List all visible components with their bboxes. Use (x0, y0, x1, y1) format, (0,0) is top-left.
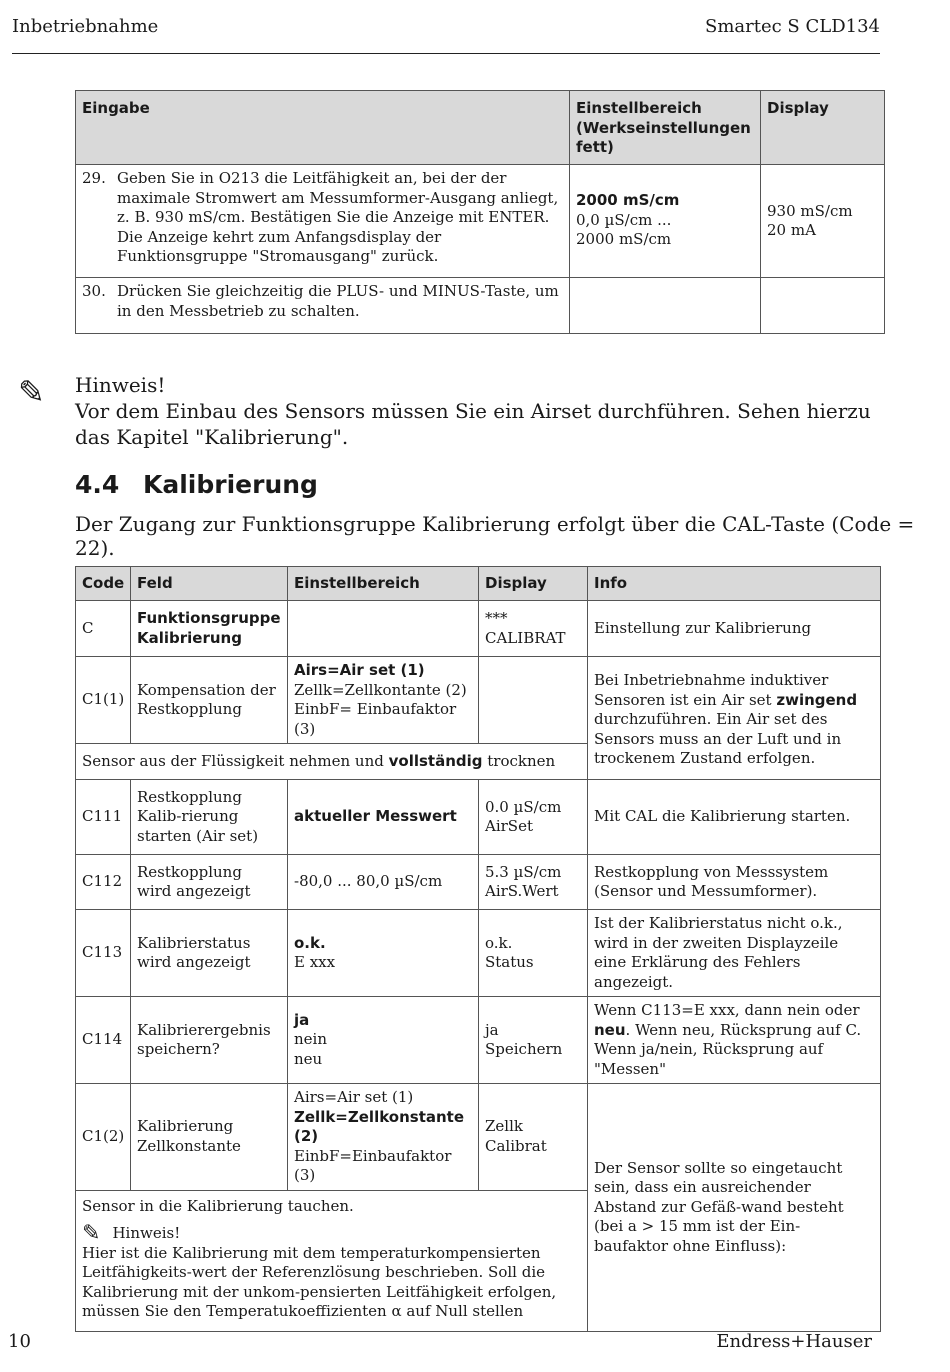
default-value: Zellk=Zellkonstante (2) (294, 1107, 465, 1145)
setup-steps-table (75, 90, 885, 334)
step-number: 30. (82, 282, 106, 300)
column-header-info: Info (588, 567, 881, 601)
code-cell: C114 (76, 997, 131, 1084)
table-row (76, 601, 881, 657)
step-text: Drücken Sie gleichzeitig die PLUS- und MINUS-Taste, um in den Messbetrieb zu schalten. (117, 282, 559, 320)
display-cell (761, 165, 885, 278)
display-cell (479, 780, 588, 855)
note-text: Sensor in die Kalibrierung tauchen. (82, 1196, 354, 1215)
info-cell: Ist der Kalibrierstatus nicht o.k., wird in der zweiten Displayzeile eine Erklärung des Fehlers angezeigt. (588, 910, 881, 997)
range-option: E xxx (294, 953, 336, 971)
table-row (76, 997, 881, 1084)
info-cell: Restkopplung von Messsystem (Sensor und Messumformer). (588, 855, 881, 910)
column-header-display: Display (761, 91, 885, 165)
range-cell (288, 657, 479, 744)
code-cell: C111 (76, 780, 131, 855)
table-row (76, 1084, 881, 1191)
header-section-title: Inbetriebnahme (12, 16, 159, 37)
info-text: Bei Inbetriebnahme induktiver Sensoren ist ein Air set (594, 671, 829, 709)
note-cell (76, 744, 588, 780)
hint-text: Hier ist die Kalibrierung mit dem temperaturkompensierten Leitfähigkeits-wert der Referenzlösung beschrieben. Soll die Kalibrierung mit der unkom-pensierten Leitfähigkeit erfolgen, müssen Sie den Temperatukoeffizienten α auf Null stellen (82, 1243, 557, 1320)
column-header-code: Code (76, 567, 131, 601)
table-row (76, 657, 881, 744)
range-option: EinbF=Einbaufaktor (3) (294, 1146, 452, 1184)
section-heading (75, 470, 318, 499)
header-rule (12, 53, 880, 54)
display-value: *** CALIBRAT (485, 609, 566, 647)
pencil-icon: ✎ (18, 373, 45, 411)
info-text: durchzuführen. Ein Air set des Sensors muss an der Luft und in trockenem Zustand erfolgen. (594, 710, 842, 767)
hint-block (75, 372, 875, 450)
hint-text: Vor dem Einbau des Sensors müssen Sie ein Airset durchführen. Sehen hierzu das Kapitel "Kalibrierung". (75, 399, 871, 449)
table-row (76, 855, 881, 910)
info-cell: Mit CAL die Kalibrierung starten. (588, 780, 881, 855)
hint-label: Hinweis! (75, 373, 166, 397)
default-value: 2000 mS/cm (576, 191, 680, 209)
column-header-einstellbereich: Einstellbereich (Werkseinstellungen fett) (570, 91, 761, 165)
note-text: trocknen (482, 751, 556, 770)
feld-cell: Funktionsgruppe Kalibrierung (131, 601, 288, 657)
code-cell: C1(2) (76, 1084, 131, 1191)
range-option: Airs=Air set (1) (294, 1088, 414, 1106)
range-cell (288, 997, 479, 1084)
display-value: 5.3 µS/cm AirS.Wert (485, 862, 562, 900)
step-cell (76, 278, 570, 334)
pencil-icon: ✎ (82, 1221, 101, 1246)
page-number: 10 (8, 1331, 31, 1352)
feld-cell: Kalibrierstatus wird angezeigt (131, 910, 288, 997)
info-emphasis: neu (594, 1020, 626, 1039)
range-option: neu (294, 1049, 323, 1068)
note-cell (76, 1190, 588, 1331)
code-cell: C (76, 601, 131, 657)
display-value: Zellk Calibrat (485, 1117, 547, 1155)
info-text: Wenn C113=E xxx, dann nein oder (594, 1001, 860, 1019)
range-cell (288, 601, 479, 657)
step-cell (76, 165, 570, 278)
display-cell (479, 997, 588, 1084)
hint-inline (82, 1221, 581, 1246)
feld-cell: Kompensation der Restkopplung (131, 657, 288, 744)
default-value: ja (294, 1010, 310, 1029)
code-cell: C1(1) (76, 657, 131, 744)
section-intro: Der Zugang zur Funktionsgruppe Kalibrierung erfolgt über die CAL-Taste (Code = 22). (75, 512, 915, 560)
brand-name: Endress+Hauser (716, 1331, 872, 1352)
step-number: 29. (82, 169, 106, 187)
calibration-table (75, 566, 881, 1332)
range-option: nein (294, 1030, 327, 1049)
default-value: o.k. (294, 933, 326, 952)
range-value: 0,0 µS/cm ... 2000 mS/cm (576, 210, 672, 248)
display-cell (479, 1084, 588, 1191)
display-cell (479, 855, 588, 910)
table-row (76, 165, 885, 278)
feld-cell: Kalibrierergebnis speichern? (131, 997, 288, 1084)
section-title: Kalibrierung (143, 470, 318, 499)
info-emphasis: zwingend (776, 690, 858, 709)
display-cell (761, 278, 885, 334)
table-row (76, 910, 881, 997)
display-cell (479, 601, 588, 657)
code-cell: C113 (76, 910, 131, 997)
range-cell (288, 910, 479, 997)
range-option: Zellk=Zellkontante (2) (294, 680, 467, 699)
column-header-display: Display (479, 567, 588, 601)
column-header-einstellbereich: Einstellbereich (288, 567, 479, 601)
code-cell: C112 (76, 855, 131, 910)
display-value: o.k. Status (485, 933, 534, 971)
table-row (76, 780, 881, 855)
info-cell: Der Sensor sollte so eingetaucht sein, dass ein ausreichender Abstand zur Gefäß-wand besteht (bei a > 15 mm ist der Ein-baufaktor ohne Einfluss): (588, 1084, 881, 1332)
default-value: Airs=Air set (1) (294, 661, 425, 679)
hint-label: Hinweis! (112, 1224, 181, 1242)
range-cell (288, 1084, 479, 1191)
range-cell (570, 165, 761, 278)
info-cell (588, 997, 881, 1084)
display-cell (479, 657, 588, 744)
range-cell: -80,0 ... 80,0 µS/cm (288, 855, 479, 910)
info-text: . Wenn neu, Rücksprung auf C. Wenn ja/nein, Rücksprung auf "Messen" (594, 1020, 862, 1078)
display-value: 0.0 µS/cm AirSet (485, 797, 562, 835)
table-row (76, 278, 885, 334)
feld-cell: Restkopplung wird angezeigt (131, 855, 288, 910)
display-cell (479, 910, 588, 997)
info-cell: Einstellung zur Kalibrierung (588, 601, 881, 657)
display-value: ja Speichern (485, 1020, 563, 1058)
feld-cell: Kalibrierung Zellkonstante (131, 1084, 288, 1191)
display-value: 930 mS/cm 20 mA (767, 201, 853, 239)
note-emphasis: vollständig (388, 751, 483, 770)
feld-cell: Restkopplung Kalib-rierung starten (Air set) (131, 780, 288, 855)
info-cell (588, 657, 881, 780)
header-product-name: Smartec S CLD134 (705, 16, 880, 37)
column-header-feld: Feld (131, 567, 288, 601)
range-option: EinbF= Einbaufaktor (3) (294, 700, 457, 738)
column-header-eingabe: Eingabe (76, 91, 570, 165)
range-cell (570, 278, 761, 334)
step-text: Geben Sie in O213 die Leitfähigkeit an, bei der der maximale Stromwert am Messumformer-Ausgang anliegt, z. B. 930 mS/cm. Bestätigen Sie die Anzeige mit ENTER. Die Anzeige kehrt zum Anfangsdisplay der Funktionsgruppe "Stromausgang" zurück. (117, 169, 559, 265)
section-number: 4.4 (75, 470, 120, 499)
range-cell: aktueller Messwert (288, 780, 479, 855)
note-text: Sensor aus der Flüssigkeit nehmen und (82, 751, 389, 770)
